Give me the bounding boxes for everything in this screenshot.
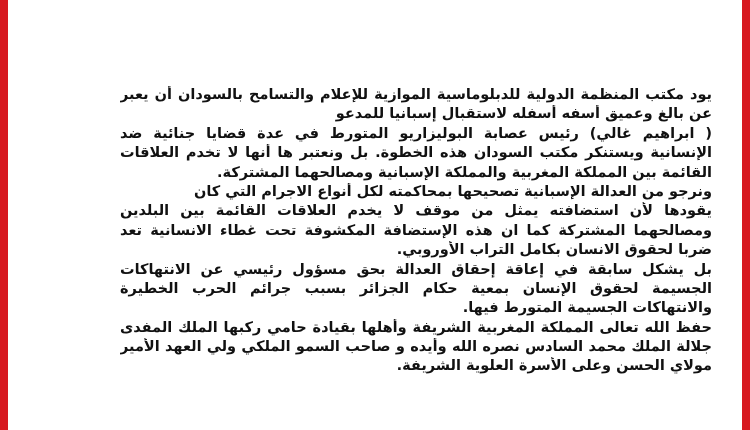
left-red-border [0, 0, 8, 430]
text-line-1: يود مكتب المنظمة الدولية للدبلوماسية الموازية للإعلام والتسامح بالسودان أن يعبر [120, 87, 712, 103]
text-line-9: ضربا لحقوق الانسان بكامل التراب الأوروبي. [396, 242, 712, 259]
text-line-10: بل يشكل سابقة في إعاقة إحقاق العدالة بحق مسؤول رئيسي عن الانتهاكات [120, 261, 712, 278]
text-line-14: جلالة الملك محمد السادس نصره الله وأيده و صاحب السمو الملكي ولي العهد الأمير [120, 339, 712, 356]
text-line-5: القائمة بين المملكة المغربية والمملكة الإسبانية ومصالحهما المشتركة. [217, 164, 712, 181]
text-line-3: ( ابراهيم غالي) رئيس عصابة البوليزاريو المتورط في عدة قضايا جنائية ضد [120, 125, 712, 142]
statement-text [120, 86, 712, 377]
text-line-13: حفظ الله تعالى المملكة المغربية الشريفة وأهلها بقيادة حامي ركبها الملك المفدى [120, 319, 712, 336]
right-red-border [742, 0, 750, 430]
text-line-11: الجسيمة لحقوق الإنسان بمعية حكام الجزائر بسبب جرائم الحرب الخطيرة [120, 280, 712, 297]
text-line-12: والانتهاكات الجسيمة المتورط فيها. [462, 300, 712, 317]
text-line-7: يقودها لأن استضافته يمثل من موقف لا يخدم العلاقات القائمة بين البلدين [120, 203, 712, 220]
text-line-15: مولاي الحسن وعلى الأسرة العلوية الشريفة. [396, 358, 712, 375]
text-line-4: الإنسانية ويستنكر مكتب السودان هذه الخطوة. بل ونعتبر ها أنها لا تخدم العلاقات [120, 145, 712, 162]
text-line-8: ومصالحهما المشتركة كما ان هذه الإستضافة المكشوفة تحت غطاء الانسانية تعد [120, 222, 712, 239]
text-line-6: ونرجو من العدالة الإسبانية تصحيحها بمحاكمته لكل أنواع الاجرام التي كان [193, 183, 712, 200]
text-line-2: عن بالغ وعميق أسفه أسفله لاستقبال إسبانيا للمدعو [335, 106, 712, 123]
